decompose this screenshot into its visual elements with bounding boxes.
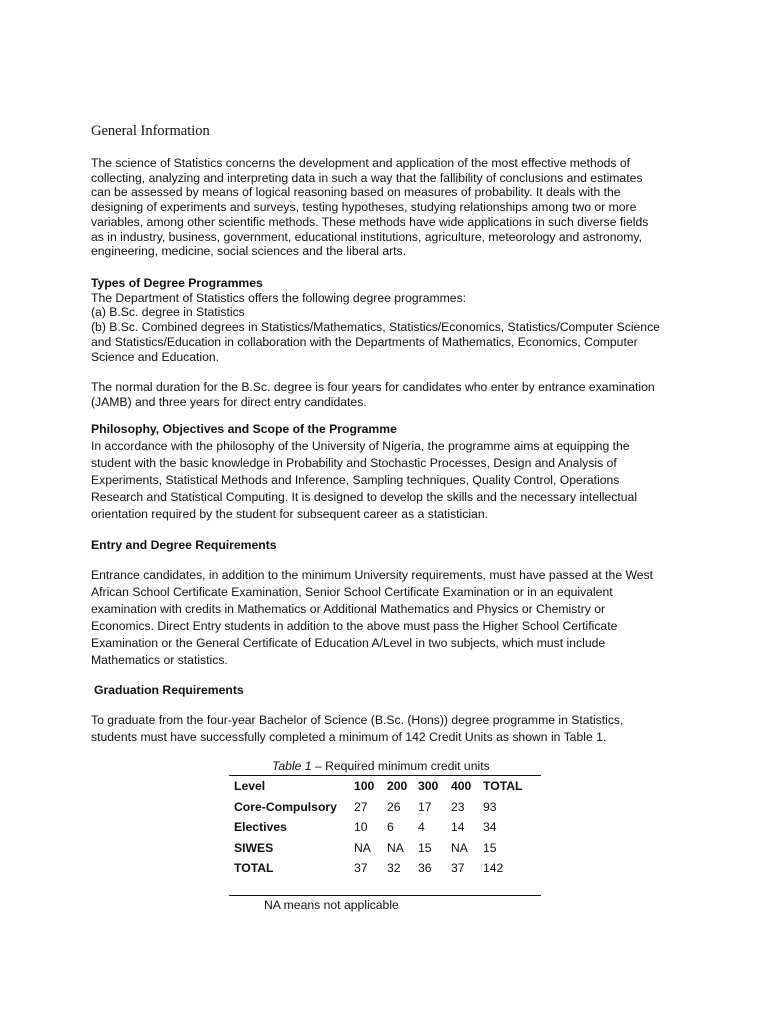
table-cell: 36	[418, 861, 432, 876]
general-paragraph	[91, 156, 677, 259]
text-line: variables, among other scientific methods. These methods have wide applications in such diverse fields	[91, 214, 649, 229]
text-line: Science and Education.	[91, 349, 220, 364]
entry-heading: Entry and Degree Requirements	[91, 538, 277, 552]
table-cell: 37	[354, 861, 368, 876]
text-line: student with the basic knowledge in Probability and Stochastic Processes, Design and Analysis of	[91, 456, 617, 470]
section-heading: Types of Degree Programmes	[91, 276, 263, 290]
text-line: Examination or the General Certificate of Education A/Level in two subjects, which must include	[91, 636, 606, 650]
text-line: can be assessed by means of logical reasoning based on measures of probability. It deals with the	[91, 185, 621, 200]
table-cell: 93	[483, 799, 497, 814]
table-cell: 34	[483, 820, 497, 835]
row-label: Core-Compulsory	[234, 799, 337, 814]
text-line: Economics. Direct Entry students in addition to the above must pass the Higher School Certificate	[91, 619, 618, 633]
text-line: orientation required by the student for subsequent career as a statistician.	[91, 507, 489, 521]
text-line: In accordance with the philosophy of the University of Nigeria, the programme aims at equipping the	[91, 439, 630, 453]
table-cell: 32	[387, 861, 401, 876]
table-row	[229, 797, 533, 818]
header-cell: 100	[354, 779, 375, 794]
credit-units-table	[229, 776, 533, 879]
header-cell: Level	[234, 779, 266, 794]
text-line: (JAMB) and three years for direct entry candidates.	[91, 394, 367, 409]
entry-paragraph	[91, 567, 677, 669]
table-cell: 10	[354, 820, 368, 835]
table-cell: 23	[451, 799, 465, 814]
table-cell: 14	[451, 820, 465, 835]
graduation-heading: Graduation Requirements	[94, 683, 244, 697]
text-line: and Statistics/Education in collaboration with the Departments of Mathematics, Economics, Computer	[91, 334, 638, 349]
types-section	[91, 276, 677, 364]
row-label: TOTAL	[234, 861, 274, 876]
text-line: To graduate from the four-year Bachelor of Science (B.Sc. (Hons)) degree programme in Statistics,	[91, 713, 624, 727]
text-line: Research and Statistical Computing. It is designed to develop the skills and the necessary intellectual	[91, 490, 638, 504]
text-line: The science of Statistics concerns the development and application of the most effective methods of	[91, 156, 631, 170]
table-note: NA means not applicable	[264, 898, 399, 912]
table-row	[229, 858, 533, 879]
text-line: Mathematics or statistics.	[91, 653, 228, 667]
row-label: SIWES	[234, 840, 274, 855]
graduation-paragraph	[91, 712, 677, 746]
table-caption-text: – Required minimum credit units	[311, 759, 490, 773]
table-header-row	[229, 776, 533, 797]
table-cell: 17	[418, 799, 432, 814]
table-row	[229, 838, 533, 859]
text-line: The normal duration for the B.Sc. degree is four years for candidates who enter by entrance examination	[91, 380, 655, 394]
table-bottom-rule	[229, 895, 541, 896]
text-line: Entrance candidates, in addition to the minimum University requirements, must have passed at the West	[91, 568, 654, 582]
text-line: engineering, medicine, social sciences and the liberal arts.	[91, 244, 407, 259]
text-line: students must have successfully completed a minimum of 142 Credit Units as shown in Table 1.	[91, 730, 607, 744]
text-line: (b) B.Sc. Combined degrees in Statistics/Mathematics, Statistics/Economics, Statistics/Computer Science	[91, 320, 660, 335]
table-cell: NA	[451, 840, 468, 855]
text-line: as in industry, business, government, educational institutions, agriculture, meteorology and astronomy,	[91, 229, 642, 244]
text-line: Experiments, Statistical Methods and Inference, Sampling techniques, Quality Control, Operations	[91, 473, 620, 487]
table-cell: 6	[387, 820, 394, 835]
header-cell: 400	[451, 779, 472, 794]
table-cell: 15	[483, 840, 497, 855]
header-cell: 300	[418, 779, 439, 794]
row-label: Electives	[234, 820, 287, 835]
table-row	[229, 817, 533, 838]
header-cell: 200	[387, 779, 408, 794]
page-title: General Information	[91, 123, 210, 139]
text-line: designing of experiments and surveys, testing hypotheses, studying relationships among two or more	[91, 200, 637, 215]
table-cell: 27	[354, 799, 368, 814]
table-cell: 26	[387, 799, 401, 814]
table-cell: 37	[451, 861, 465, 876]
table-cell: NA	[387, 840, 404, 855]
text-line: The Department of Statistics offers the following degree programmes:	[91, 290, 467, 305]
philosophy-section	[91, 421, 677, 523]
text-line: examination with credits in Mathematics or Additional Mathematics and Physics or Chemistry or	[91, 602, 606, 616]
table-cell: NA	[354, 840, 371, 855]
table-caption-label: Table 1	[272, 759, 312, 773]
text-line: African School Certificate Examination, Senior School Certificate Examination or in an equivalent	[91, 585, 613, 599]
text-line: collecting, analyzing and interpreting data in such a way that the fallibility of conclusions and estimates	[91, 170, 643, 185]
table-cell: 15	[418, 840, 432, 855]
table-cell: 142	[483, 861, 504, 876]
duration-paragraph	[91, 380, 677, 409]
table-cell: 4	[418, 820, 425, 835]
header-cell: TOTAL	[483, 779, 523, 794]
table-caption	[272, 759, 490, 773]
section-heading: Philosophy, Objectives and Scope of the Programme	[91, 422, 397, 436]
text-line: (a) B.Sc. degree in Statistics	[91, 305, 245, 320]
